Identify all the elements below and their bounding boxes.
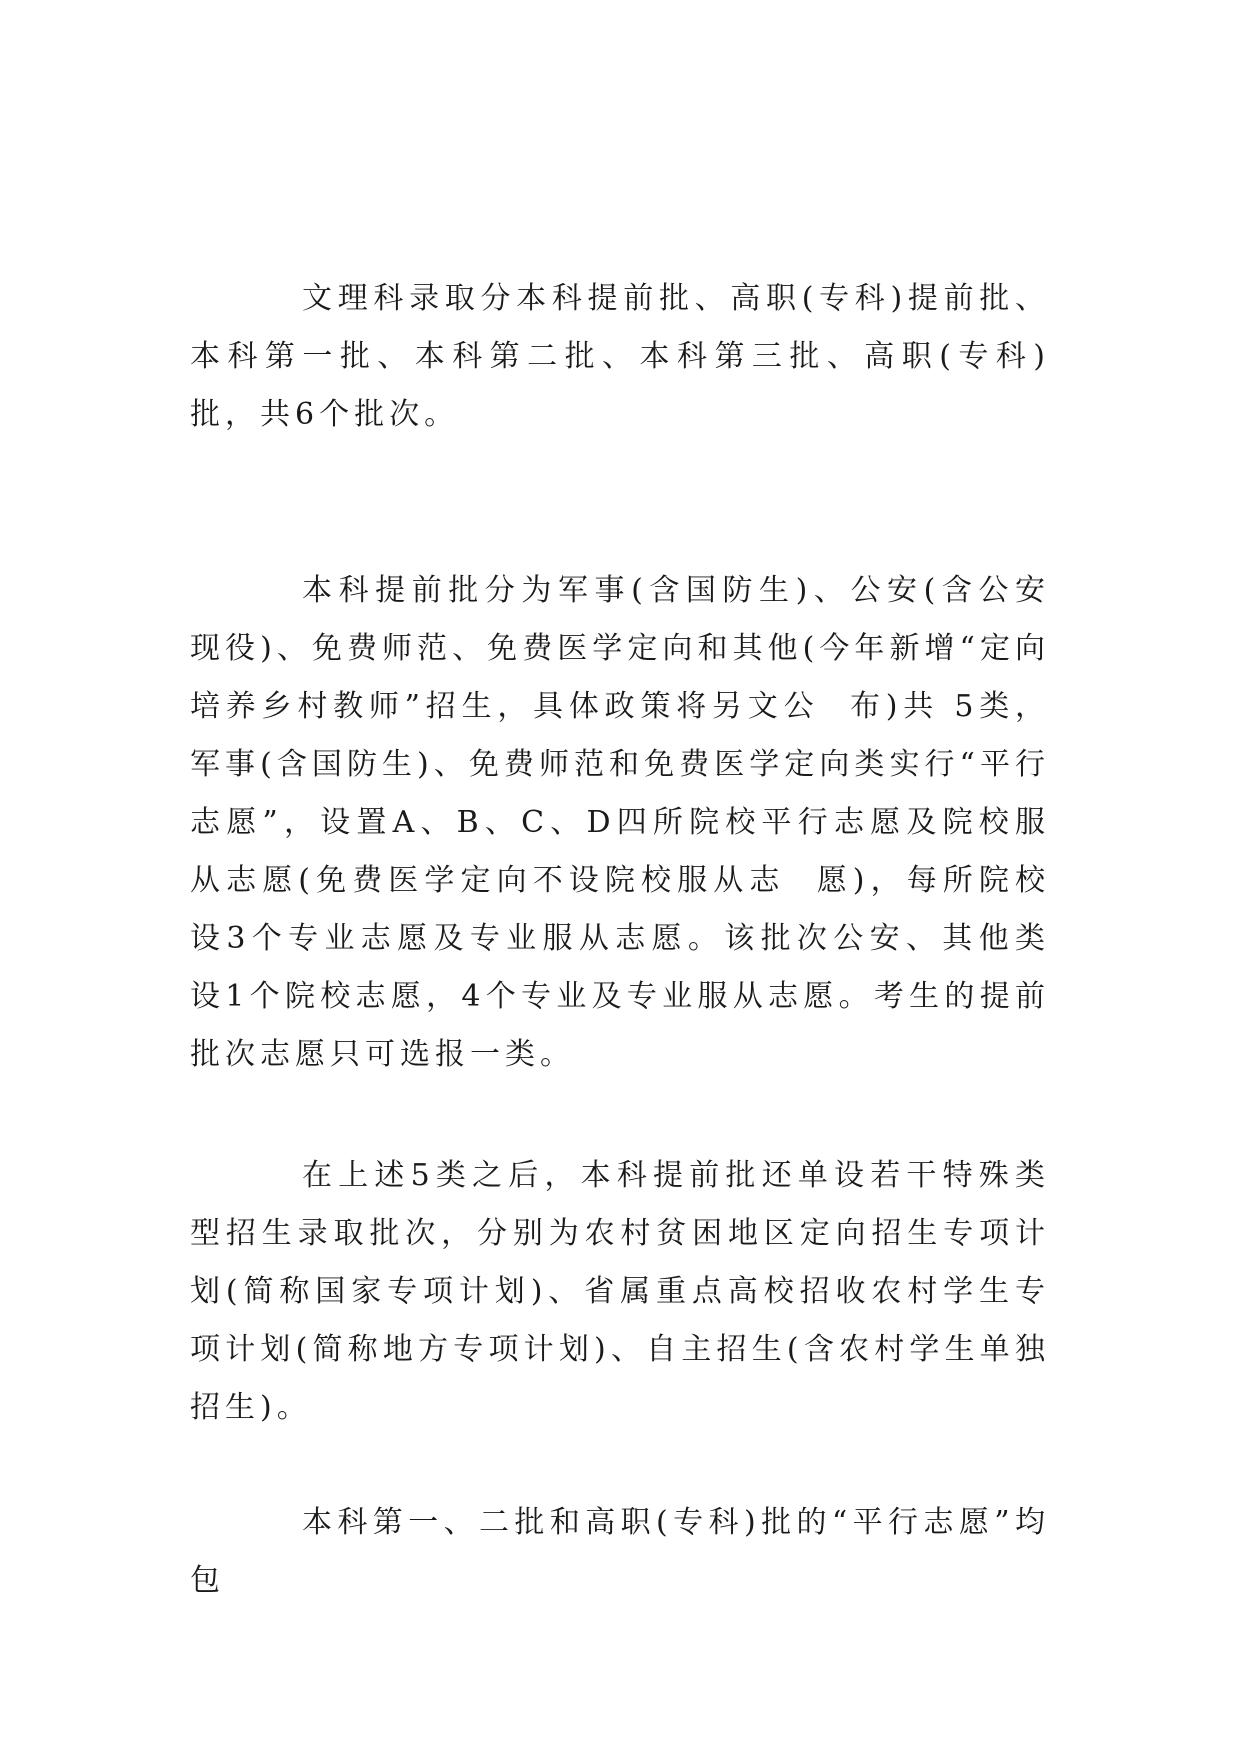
paragraph-special-programs: 在上述5类之后，本科提前批还单设若干特殊类型招生录取批次，分别为农村贫困地区定向招生专项计划(简称国家专项计划)、省属重点高校招收农村学生专项计划(简称地方专项计划)、自主招生(含农村学生单独招生)。 [190, 1158, 1050, 1425]
paragraph-early-batch-categories: 本科提前批分为军事(含国防生)、公安(含公安现役)、免费师范、免费医学定向和其他(今年新增“定向培养乡村教师”招生，具体政策将另文公 布)共 5类，军事(含国防生)、免费师范和免费医学定向类实行“平行志愿”，设置A、B、C、D四所院校平行志愿及院校服从志愿(免费医学定向不设院校服从志 愿)，每所院校设3个专业志愿及专业服从志愿。该批次公安、其他类设1个院校志愿，4个专业及专业服从志愿。考生的提前批次志愿只可选报一类。 [190, 573, 1050, 1072]
paragraph-parallel-choices: 本科第一、二批和高职(专科)批的“平行志愿”均包 [190, 1505, 1050, 1598]
paragraph-batch-overview: 文理科录取分本科提前批、高职(专科)提前批、本科第一批、本科第二批、本科第三批、高职(专科)批，共6个批次。 [190, 281, 1050, 432]
